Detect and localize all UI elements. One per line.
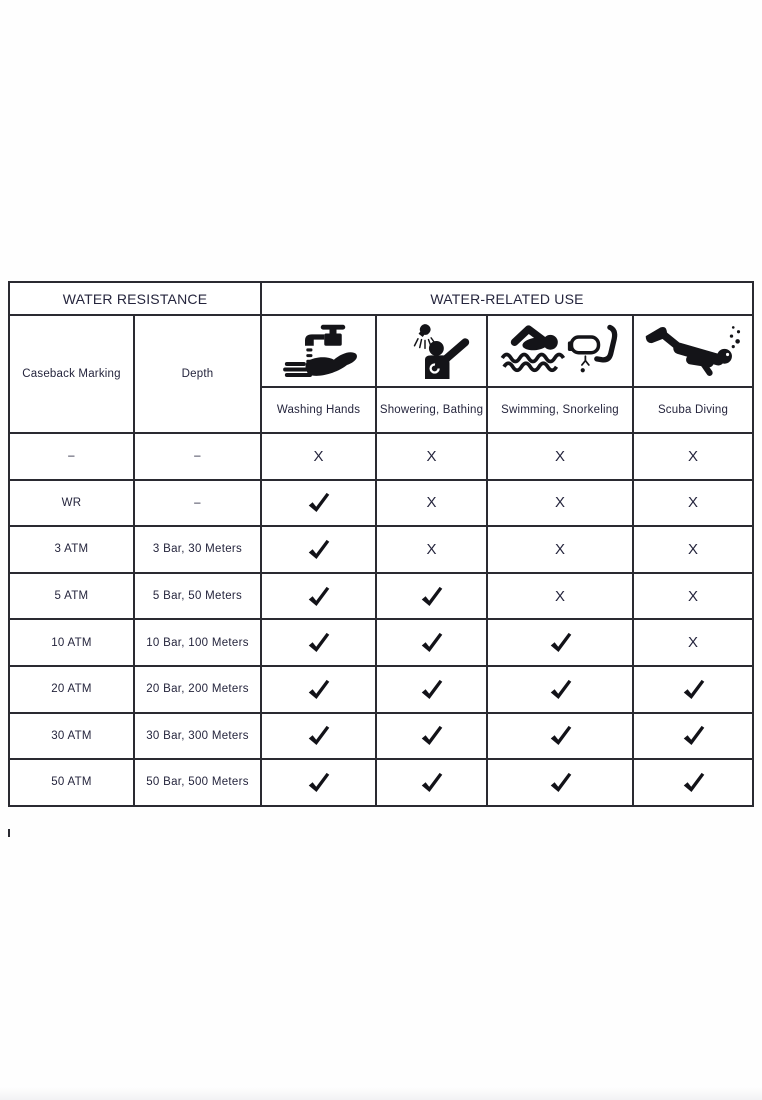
- swimming-snorkeling-icon: [493, 323, 627, 379]
- not-allowed-mark: X: [376, 480, 487, 527]
- allowed-check: [261, 573, 376, 620]
- showering-icon-cell: [376, 315, 487, 387]
- washing-hands-icon: [271, 323, 367, 379]
- depth-value: –: [134, 480, 261, 527]
- check-icon: [549, 725, 572, 746]
- check-icon: [307, 772, 330, 793]
- check-icon: [307, 632, 330, 653]
- not-allowed-mark: X: [487, 573, 633, 620]
- check-icon: [682, 772, 705, 793]
- not-allowed-mark: X: [487, 480, 633, 527]
- check-icon: [682, 679, 705, 700]
- check-icon: [682, 725, 705, 746]
- water-resistance-header: WATER RESISTANCE: [9, 282, 261, 315]
- not-allowed-mark: X: [261, 433, 376, 480]
- not-allowed-mark: X: [376, 526, 487, 573]
- allowed-check: [487, 619, 633, 666]
- table-row: [9, 433, 753, 480]
- check-icon: [420, 725, 443, 746]
- check-icon: [549, 632, 572, 653]
- allowed-check: [376, 713, 487, 760]
- washing-hands-label: Washing Hands: [261, 387, 376, 433]
- caseback-marking-value: 30 ATM: [9, 713, 134, 760]
- not-allowed-mark: X: [633, 619, 753, 666]
- check-icon: [307, 539, 330, 560]
- check-icon: [549, 679, 572, 700]
- allowed-check: [261, 666, 376, 713]
- table-row: [9, 619, 753, 666]
- table-body: [9, 433, 753, 806]
- allowed-check: [487, 666, 633, 713]
- showering-icon: [386, 323, 478, 379]
- caseback-marking-value: 20 ATM: [9, 666, 134, 713]
- allowed-check: [376, 573, 487, 620]
- check-icon: [420, 772, 443, 793]
- check-icon: [420, 632, 443, 653]
- not-allowed-mark: X: [633, 433, 753, 480]
- allowed-check: [261, 480, 376, 527]
- allowed-check: [487, 713, 633, 760]
- water-resistance-table: [8, 281, 754, 807]
- swimming-snorkeling-label: Swimming, Snorkeling: [487, 387, 633, 433]
- depth-value: 5 Bar, 50 Meters: [134, 573, 261, 620]
- caseback-marking-header: Caseback Marking: [9, 315, 134, 433]
- showering-bathing-label: Showering, Bathing: [376, 387, 487, 433]
- washing-hands-icon-cell: [261, 315, 376, 387]
- not-allowed-mark: X: [487, 433, 633, 480]
- caseback-marking-value: 5 ATM: [9, 573, 134, 620]
- depth-value: 10 Bar, 100 Meters: [134, 619, 261, 666]
- allowed-check: [261, 713, 376, 760]
- table-row: [9, 759, 753, 806]
- water-related-use-header: WATER-RELATED USE: [261, 282, 753, 315]
- allowed-check: [633, 713, 753, 760]
- allowed-check: [376, 619, 487, 666]
- depth-value: 20 Bar, 200 Meters: [134, 666, 261, 713]
- check-icon: [420, 586, 443, 607]
- table-row: [9, 713, 753, 760]
- scuba-diving-icon: [637, 323, 749, 379]
- allowed-check: [633, 666, 753, 713]
- caseback-marking-value: 50 ATM: [9, 759, 134, 806]
- group-header-row: [9, 282, 753, 315]
- allowed-check: [376, 666, 487, 713]
- icon-header-row: [9, 315, 753, 387]
- not-allowed-mark: X: [633, 480, 753, 527]
- swimming-snorkeling-icon-cell: [487, 315, 633, 387]
- not-allowed-mark: X: [376, 433, 487, 480]
- depth-header: Depth: [134, 315, 261, 433]
- caseback-marking-value: WR: [9, 480, 134, 527]
- not-allowed-mark: X: [487, 526, 633, 573]
- page-bottom-shade: [0, 1086, 762, 1100]
- depth-value: 50 Bar, 500 Meters: [134, 759, 261, 806]
- allowed-check: [261, 619, 376, 666]
- check-icon: [307, 492, 330, 513]
- caseback-marking-value: –: [9, 433, 134, 480]
- caseback-marking-value: 10 ATM: [9, 619, 134, 666]
- allowed-check: [376, 759, 487, 806]
- not-allowed-mark: X: [633, 573, 753, 620]
- check-icon: [307, 725, 330, 746]
- check-icon: [420, 679, 443, 700]
- cutoff-row-border: [8, 829, 10, 837]
- table-row: [9, 666, 753, 713]
- table-row: [9, 526, 753, 573]
- allowed-check: [261, 759, 376, 806]
- table-row: [9, 573, 753, 620]
- allowed-check: [633, 759, 753, 806]
- not-allowed-mark: X: [633, 526, 753, 573]
- allowed-check: [487, 759, 633, 806]
- depth-value: 3 Bar, 30 Meters: [134, 526, 261, 573]
- allowed-check: [261, 526, 376, 573]
- caseback-marking-value: 3 ATM: [9, 526, 134, 573]
- depth-value: 30 Bar, 300 Meters: [134, 713, 261, 760]
- scuba-diving-icon-cell: [633, 315, 753, 387]
- check-icon: [307, 679, 330, 700]
- depth-value: –: [134, 433, 261, 480]
- check-icon: [307, 586, 330, 607]
- table-row: [9, 480, 753, 527]
- scuba-diving-label: Scuba Diving: [633, 387, 753, 433]
- check-icon: [549, 772, 572, 793]
